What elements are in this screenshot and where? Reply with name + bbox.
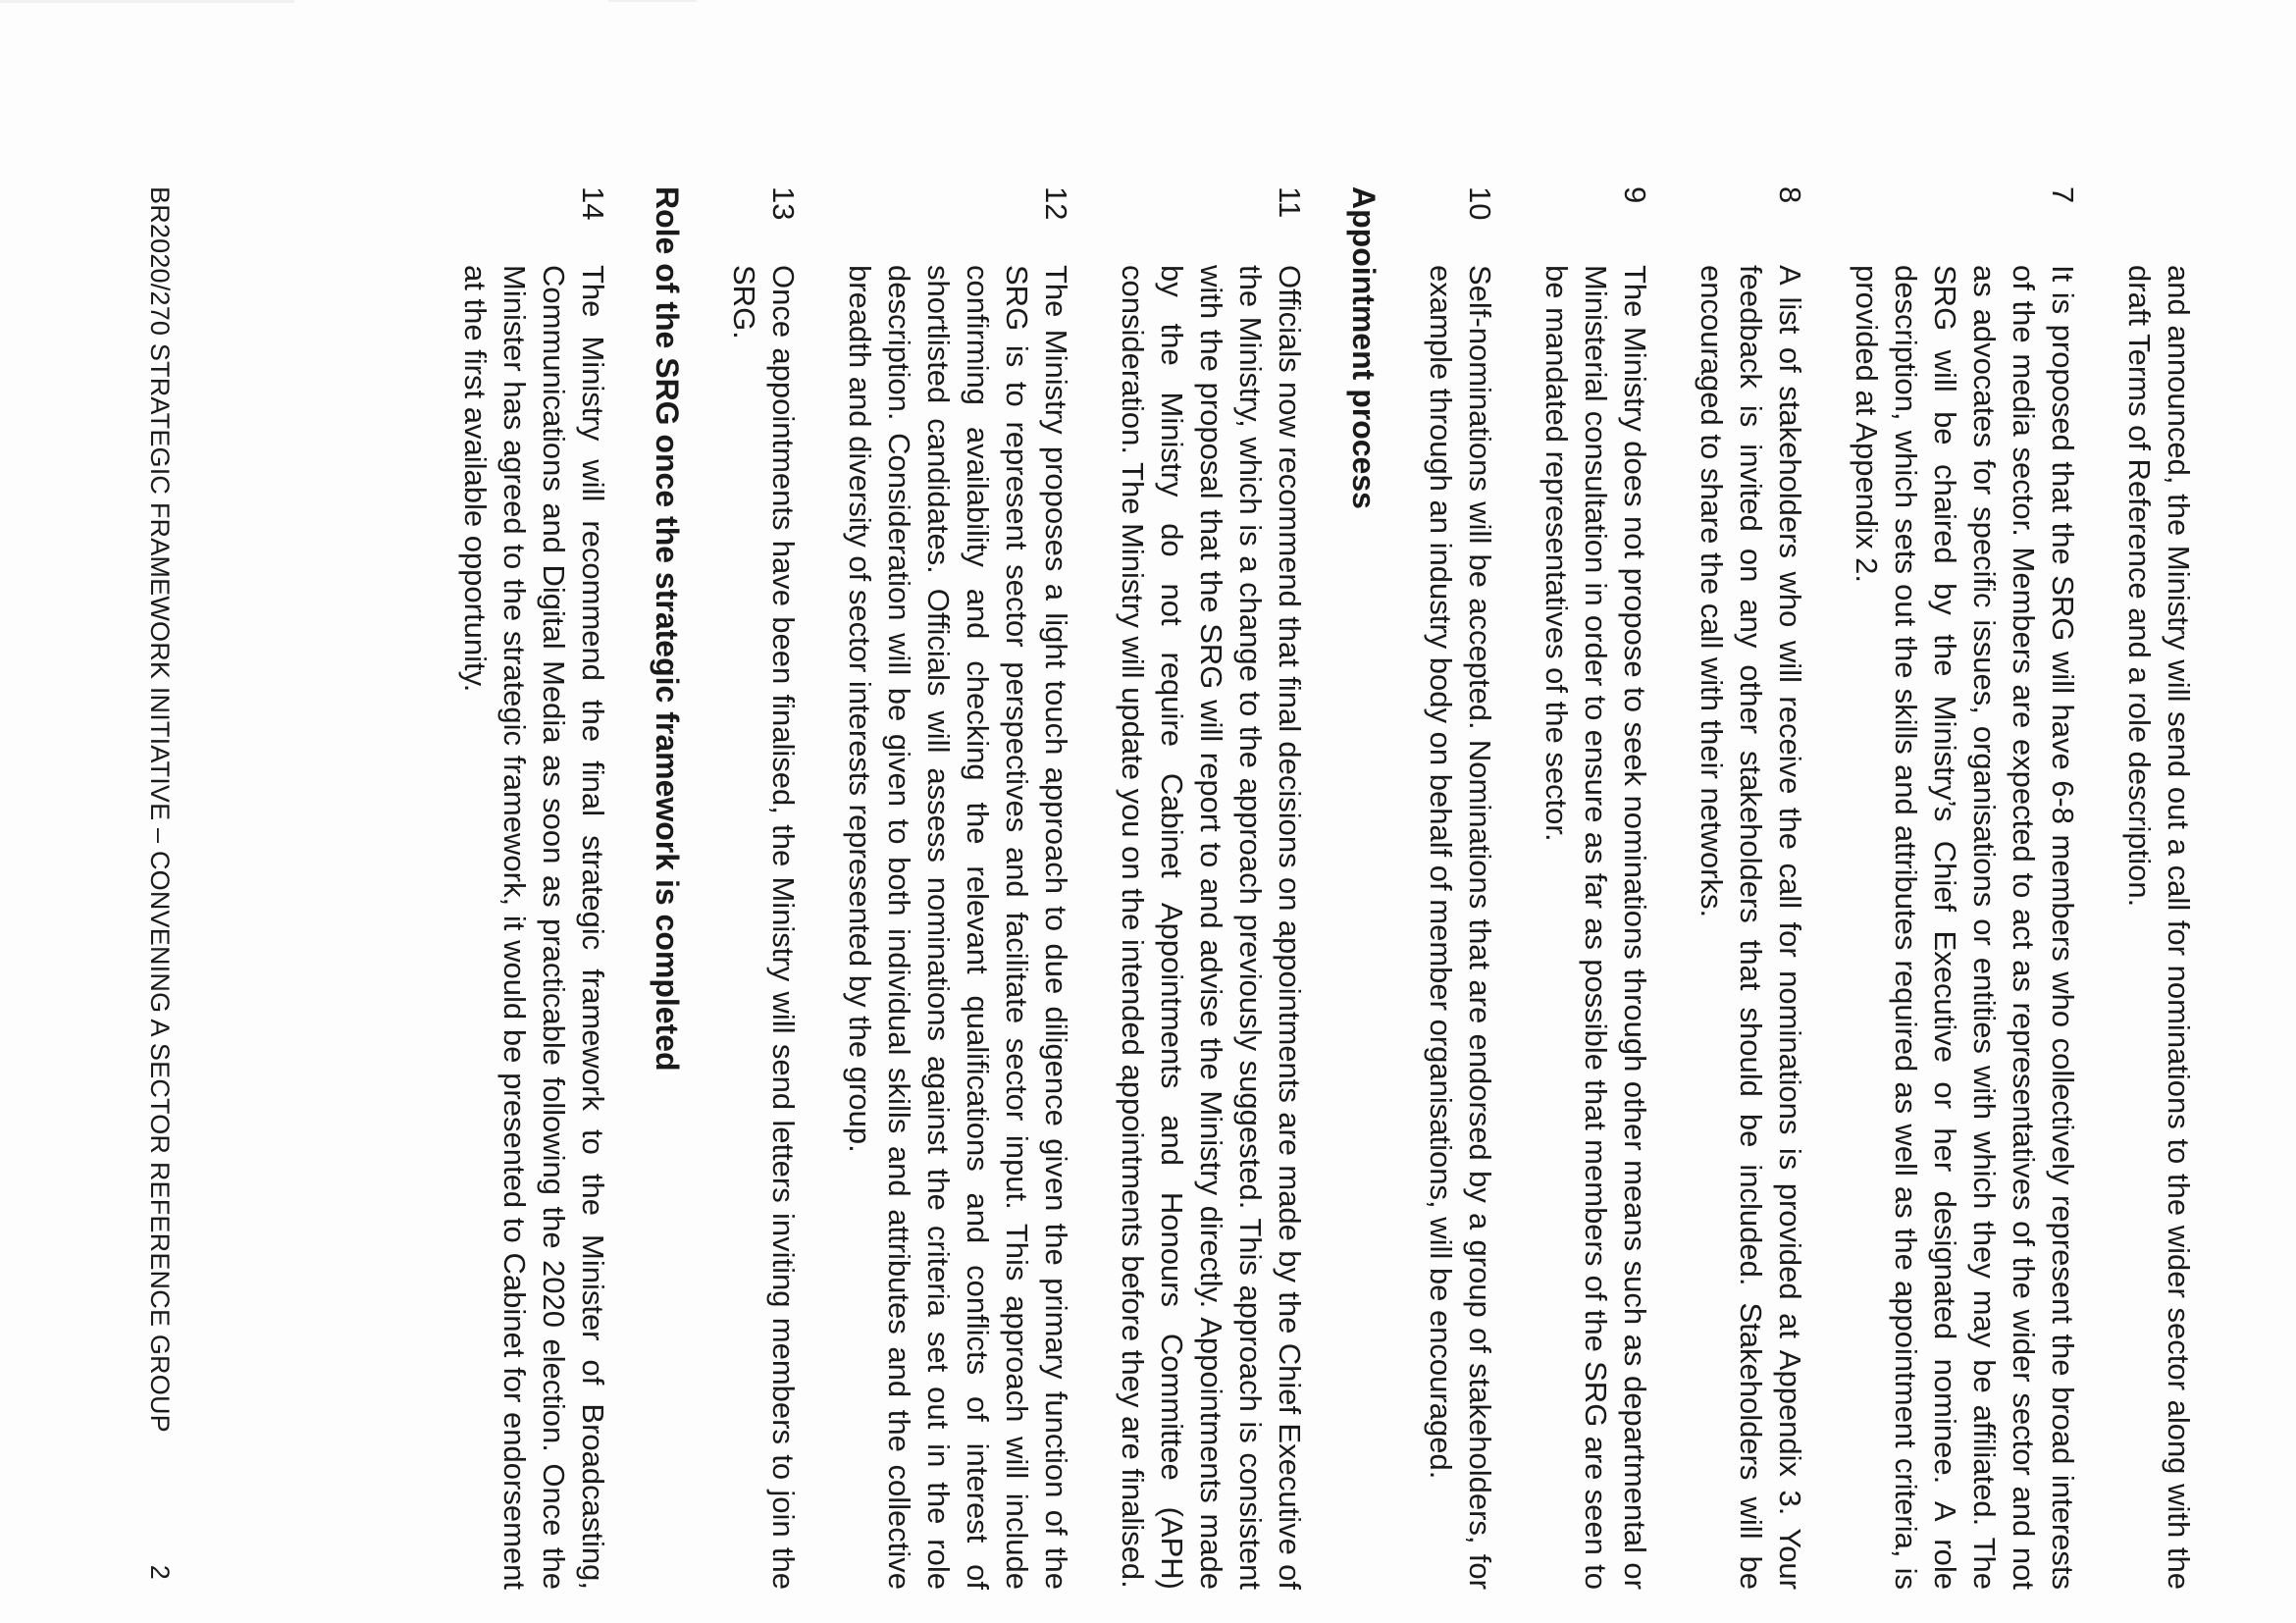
paragraph-group-role — [455, 186, 612, 1590]
paragraph-group-stakeholders — [1421, 186, 2082, 1590]
paragraph-text: and announced, the Ministry will send out a call for nominations to the wider sector along with the draft Terms of Reference and a role description. — [2122, 265, 2196, 1590]
paragraph-text: Self-nominations will be accepted. Nominations that are endorsed by a group of stakeholders, for example through an industry body on behalf of member organisations, will be encouraged. — [1424, 265, 1497, 1590]
paragraph-number: 10 — [1463, 186, 1497, 221]
document-body — [418, 186, 2198, 1590]
paragraph-number: 9 — [1618, 186, 1652, 204]
numbered-paragraph — [724, 186, 803, 1590]
paragraph-text: Once appointments have been finalised, the Ministry will send letters inviting members to join the SRG. — [727, 265, 801, 1590]
paragraph-text: It is proposed that the SRG will have 6-8 members who collectively represent the broad interests of the media sector. Members are expected to act as representatives of the wider sector and not as advocates for specific issues, organisations or entities with which they may be affiliated. The SRG will be chaired by the Ministry’s Chief Executive or her designated nominee. A role description, which sets out the skills and attributes required as well as the appointment criteria, is provided at Appendix 2. — [1850, 265, 2080, 1590]
paragraph-number: 13 — [766, 186, 801, 221]
page-footer — [143, 186, 177, 1580]
paragraph-text: The Ministry proposes a light touch approach to due diligence given the primary function of the SRG is to represent sector perspectives and facilitate sector input. This approach will include confirming availability and checking the relevant qualifications and conflicts of interest of shortlisted candidates. Officials will assess nominations against the criteria set out in the role description. Consideration will be given to both individual skills and attributes and the collective breadth and diversity of sector interests represented by the group. — [843, 265, 1073, 1590]
numbered-paragraph — [455, 186, 612, 1590]
numbered-paragraph — [1692, 186, 1809, 1590]
continuation-paragraph — [2119, 265, 2198, 1590]
section-heading-appointment-process: Appointment process — [1346, 186, 1382, 509]
paragraph-number: 7 — [2046, 186, 2080, 204]
numbered-paragraph — [1113, 186, 1309, 1590]
section-heading-role-of-srg: Role of the SRG once the strategic framework is completed — [650, 186, 685, 1072]
numbered-paragraph — [1537, 186, 1654, 1590]
paragraph-text: A list of stakeholders who will receive the call for nominations is provided at Appendix 3. Your feedback is invited on any other stakeholders that should be included. Stakeholders will be encouraged to share the call with their networks. — [1695, 265, 1807, 1590]
paragraph-number: 8 — [1773, 186, 1807, 204]
numbered-paragraph — [1847, 186, 2082, 1590]
paragraph-group-appointment — [724, 186, 1309, 1590]
footer-reference: BR2020/270 STRATEGIC FRAMEWORK INITIATIVE – CONVENING A SECTOR REFERENCE GROUP — [145, 186, 175, 1433]
paragraph-text: The Ministry will recommend the final strategic framework to the Minister of Broadcasting, Communications and Digital Media as soon as practicable following the 2020 election. Once the Minister has agreed to the strategic framework, it would be presented to Cabinet for endorsement at the first available opportunity. — [458, 265, 610, 1590]
numbered-paragraph — [840, 186, 1075, 1590]
paragraph-number: 14 — [576, 186, 610, 221]
paragraph-number: 12 — [1039, 186, 1073, 221]
paragraph-text: The Ministry does not propose to seek nominations through other means such as departmental or Ministerial consultation in order to ensure as far as possible that members of the SRG are seen to be mandated representatives of the sector. — [1539, 265, 1652, 1590]
numbered-paragraph — [1421, 186, 1499, 1590]
paragraph-number: 11 — [1273, 186, 1307, 219]
page-number: 2 — [145, 1564, 175, 1580]
paragraph-text: Officials now recommend that final decisions on appointments are made by the Chief Executive of the Ministry, which is a change to the approach previously suggested. This approach is consistent with the proposal that the SRG will report to and advise the Ministry directly. Appointments made by the Ministry do not require Cabinet Appointments and Honours Committee (APH) consideration. The Ministry will update you on the intended appointments before they are finalised. — [1116, 265, 1307, 1590]
